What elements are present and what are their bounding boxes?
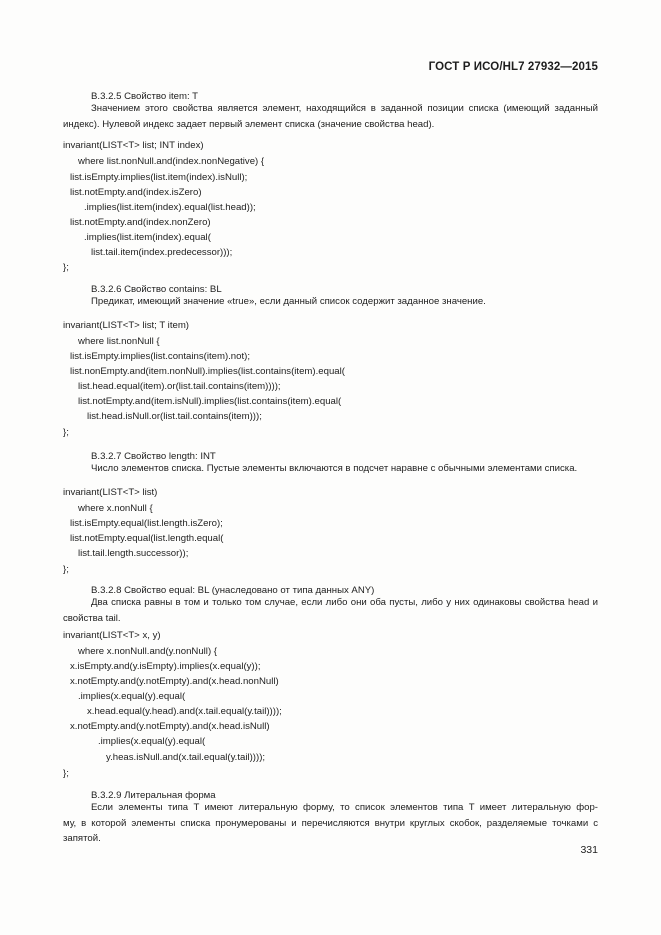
- code-line: list.notEmpty.and(item.isNull).implies(list.contains(item).equal(: [78, 396, 342, 407]
- code-line: .implies(x.equal(y).equal(: [78, 691, 186, 702]
- code-line: x.notEmpty.and(y.notEmpty).and(x.head.nonNull): [70, 676, 279, 687]
- code-line: };: [63, 262, 69, 273]
- code-line: };: [63, 768, 69, 779]
- code-line: };: [63, 564, 69, 575]
- code-line: where x.nonNull {: [78, 503, 153, 514]
- code-line: };: [63, 427, 69, 438]
- code-line: where x.nonNull.and(y.nonNull) {: [78, 646, 218, 657]
- code-line: .implies(list.item(index).equal(list.head));: [84, 202, 256, 213]
- code-line: y.heas.isNull.and(x.tail.equal(y.tail))));: [106, 752, 266, 763]
- paragraph-line: Если элементы типа T имеют литеральную форму, то список элементов типа T имеет литеральную фор-: [91, 802, 598, 813]
- code-line: list.isEmpty.equal(list.length.isZero);: [70, 518, 223, 529]
- paragraph-line: му, в которой элементы списка пронумерованы и перечисляются внутри круглых скобок, разделяемые точками с: [63, 817, 598, 829]
- code-line: invariant(LIST<T> x, y): [63, 630, 161, 641]
- section-title-contains: B.3.2.6 Свойство contains: BL: [91, 284, 222, 295]
- code-line: list.notEmpty.and(index.isZero): [70, 187, 202, 198]
- code-line: list.notEmpty.equal(list.length.equal(: [70, 533, 224, 544]
- code-line: list.notEmpty.and(index.nonZero): [70, 217, 211, 228]
- code-line: x.head.equal(y.head).and(x.tail.equal(y.tail))));: [87, 706, 282, 717]
- section-paragraph-equal: Два списка равны в том и только том случае, если либо они оба пусты, либо у них одинаковы свойства head и свойства tail.: [63, 597, 598, 624]
- section-paragraph-contains: Предикат, имеющий значение «true», если данный список содержит заданное значение.: [91, 296, 486, 307]
- code-line: where list.nonNull {: [78, 336, 160, 347]
- page-number: 331: [580, 844, 598, 856]
- section-paragraph-item: Значением этого свойства является элемент, находящийся в заданной позиции списка (имеющий заданный индекс). Нулевой индекс задает первый элемент списка (значение свойства head).: [63, 103, 598, 130]
- section-paragraph-literal-form: [63, 800, 598, 847]
- section-title-literal-form: B.3.2.9 Литеральная форма: [91, 790, 216, 801]
- code-line: .implies(x.equal(y).equal(: [98, 736, 206, 747]
- code-line: list.tail.length.successor));: [78, 548, 189, 559]
- section-title-length: B.3.2.7 Свойство length: INT: [91, 451, 216, 462]
- code-line: invariant(LIST<T> list; INT index): [63, 140, 204, 151]
- document-header: ГОСТ Р ИСО/HL7 27932—2015: [428, 61, 598, 73]
- code-line: list.head.isNull.or(list.tail.contains(item)));: [87, 411, 262, 422]
- code-line: x.isEmpty.and(y.isEmpty).implies(x.equal(y));: [70, 661, 261, 672]
- code-line: list.tail.item(index.predecessor)));: [91, 247, 233, 258]
- section-paragraph-length: Число элементов списка. Пустые элементы включаются в подсчет наравне с обычными элементами списка.: [91, 463, 578, 474]
- code-line: where list.nonNull.and(index.nonNegative) {: [78, 156, 265, 167]
- code-line: list.head.equal(item).or(list.tail.contains(item))));: [78, 381, 281, 392]
- code-line: list.isEmpty.implies(list.contains(item).not);: [70, 351, 251, 362]
- section-title-item: B.3.2.5 Свойство item: T: [91, 91, 199, 102]
- code-line: invariant(LIST<T> list): [63, 487, 158, 498]
- code-line: .implies(list.item(index).equal(: [84, 232, 211, 243]
- code-line: list.isEmpty.implies(list.item(index).isNull);: [70, 172, 248, 183]
- section-title-equal: B.3.2.8 Свойство equal: BL (унаследовано от типа данных ANY): [91, 585, 375, 596]
- code-line: list.nonEmpty.and(item.nonNull).implies(list.contains(item).equal(: [70, 366, 345, 377]
- code-line: invariant(LIST<T> list; T item): [63, 320, 190, 331]
- paragraph-line: запятой.: [63, 833, 101, 844]
- code-line: x.notEmpty.and(y.notEmpty).and(x.head.isNull): [70, 721, 270, 732]
